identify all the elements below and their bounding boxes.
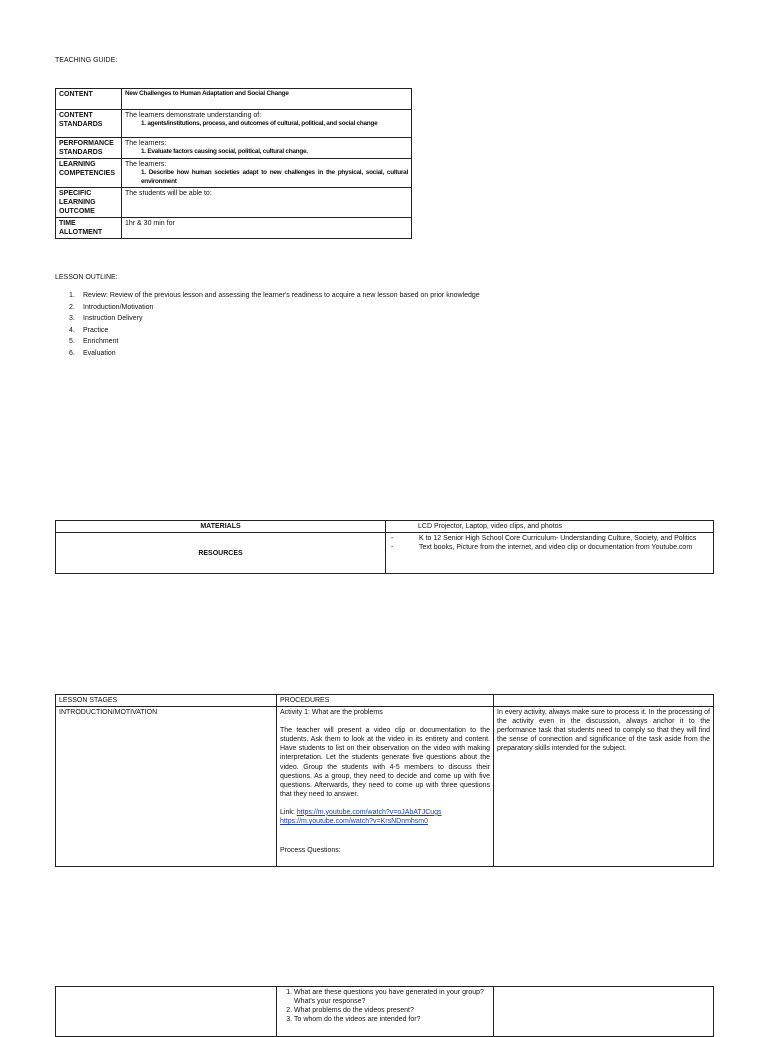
specific-learning-outcome-value: The students will be able to: [122,187,412,217]
materials-table [55,520,714,574]
learning-competencies-item: 1. Describe how human societies adapt to new challenges in the physical, social, cultural environment [141,169,408,185]
list-item: 1. Review: Review of the previous lesson and assessing the learner's readiness to acquire a new lesson based on prior knowledge [69,292,480,299]
lesson-outline-title: LESSON OUTLINE: [55,274,118,281]
learning-competencies-label: LEARNING COMPETENCIES [56,159,122,188]
lesson-stages-table [55,694,714,867]
performance-standards-label: PERFORMANCE STANDARDS [56,138,122,159]
video-links [280,808,490,826]
performance-standards-intro: The learners: [125,140,167,147]
materials-label: MATERIALS [56,521,386,533]
list-item: 3. To whom do the videos are intended for? [294,1015,490,1024]
video-link-1[interactable]: https://m.youtube.com/watch?v=oJAbATJCugs [296,808,442,816]
list-item: 1. What are these questions you have generated in your group? What's your response? [294,988,490,1006]
procedure-cell [277,707,494,867]
page-title: TEACHING GUIDE: [55,57,118,64]
stage-name: INTRODUCTION/MOTIVATION [56,707,277,867]
content-label: CONTENT [56,89,122,110]
time-allotment-label: TIME ALLOTMENT [56,218,122,239]
column-header-procedures: PROCEDURES [277,695,494,707]
list-item: 6. Evaluation [69,349,116,357]
time-allotment-value: 1hr & 30 min for [122,218,412,239]
learning-competencies-cell [122,159,412,188]
learning-competencies-intro: The learners: [125,161,167,169]
lesson-outline-list [69,291,709,360]
processing-note: In every activity, always make sure to process it. In the processing of the activity even in the discussion, always anchor it to the performance task that students need to comply so that they will find the sense of connection and significance of the task aside from the preparatory skills intended for the subject. [494,707,714,867]
performance-standards-item: 1. Evaluate factors causing social, political, cultural change. [141,148,308,156]
content-standards-item: 1. agents/institutions, process, and outcomes of cultural, political, and social change [141,120,378,128]
list-item: 4. Practice [69,326,109,334]
video-link-2[interactable]: https://m.youtube.com/watch?v=KrsNDnmhsm0 [280,818,429,826]
continuation-stage-cell [56,987,277,1037]
activity-description: The teacher will present a video clip or documentation to the students. Ask them to look at the video in its entirety and content. Have students to list on their observation on the video with making interpretation. Let the students generate five questions about the video. Group the students with 4-5 members to discuss their questions. As a group, they need to decide and come up with five questions. Afterwards, they need to come up with three questions that they need to answer. [280,727,490,798]
resource-item: - Text books, Picture from the internet, and video clip or documentation from Youtube.com [389,543,710,552]
process-questions-list [280,988,490,1024]
resource-item: - K to 12 Senior High School Core Curriculum- Understanding Culture, Society, and Politics [389,534,710,543]
specific-learning-outcome-label: SPECIFIC LEARNING OUTCOME [56,187,122,217]
column-header-lesson-stages: LESSON STAGES [56,695,277,707]
resources-cell [386,533,714,574]
activity-title: Activity 1: What are the problems [280,709,383,717]
teaching-guide-table [55,88,412,239]
list-item: 5. Enrichment [69,338,119,345]
list-item: 2. What problems do the videos present? [294,1006,490,1015]
resources-label: RESOURCES [56,533,386,574]
performance-standards-cell [122,138,412,159]
link-label: Link: [280,808,295,816]
content-standards-label: CONTENT STANDARDS [56,110,122,138]
continuation-note-cell [494,987,714,1037]
continuation-procedure-cell [277,987,494,1037]
process-questions-label: Process Questions: [280,847,341,855]
content-standards-cell [122,110,412,138]
content-value: New Challenges to Human Adaptation and Social Change [122,89,412,110]
list-item: 2. Introduction/Motivation [69,303,154,311]
materials-value: LCD Projector, Laptop, video clips, and photos [386,521,714,533]
content-standards-intro: The learners demonstrate understanding of: [125,112,262,119]
continuation-table [55,986,714,1037]
list-item: 3. Instruction Delivery [69,315,143,322]
column-header-notes [494,695,714,707]
